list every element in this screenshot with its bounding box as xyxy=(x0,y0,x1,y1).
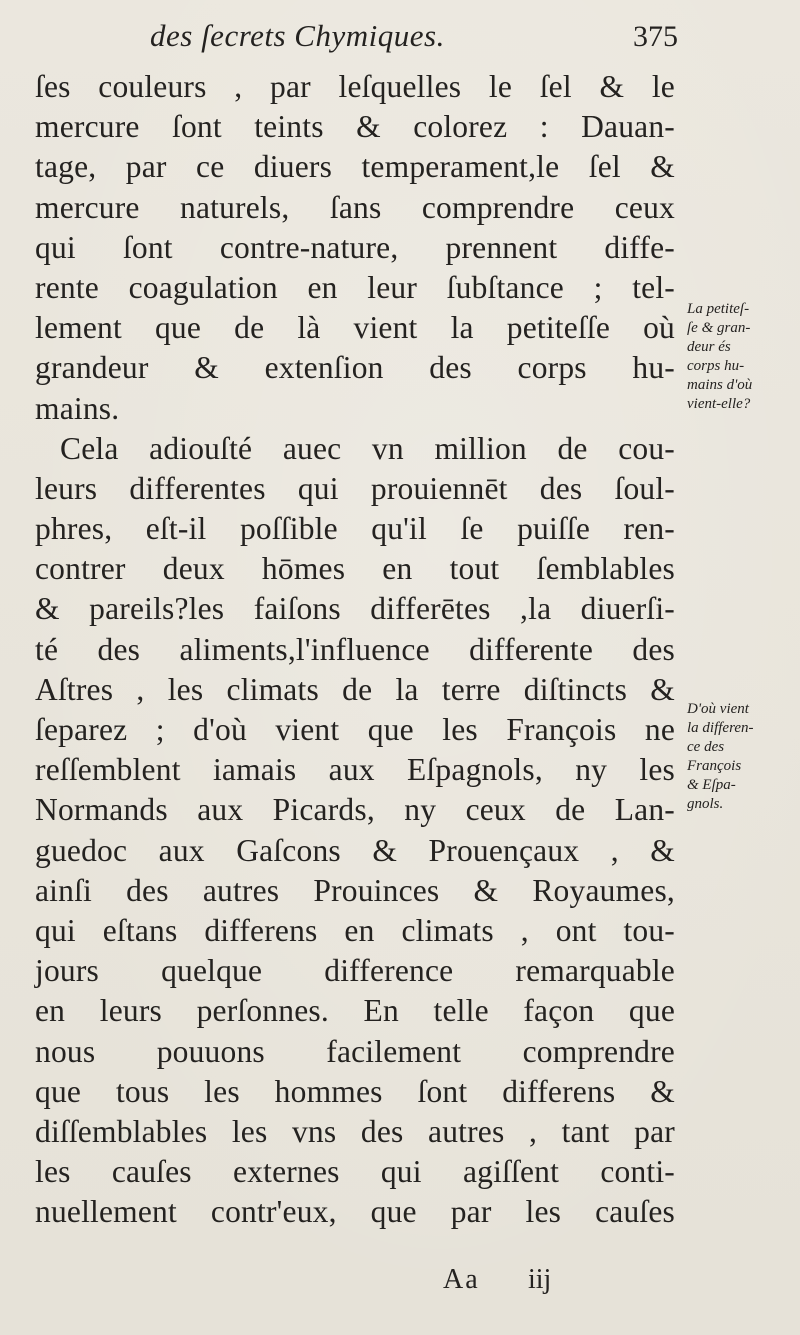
text-line: qui ſont contre-nature, prennent diffe- xyxy=(35,229,675,265)
text-line: mercure naturels, ſans comprendre ceux xyxy=(35,189,675,225)
text-line: lement que de là vient la petiteſſe où xyxy=(35,310,675,346)
margin-note-line: & Eſpa- xyxy=(687,777,736,793)
signature-letters: Aa xyxy=(443,1264,480,1295)
text-line: nuellement contr'eux, que par les cauſes xyxy=(35,1194,675,1230)
text-line: les cauſes externes qui agiſſent conti- xyxy=(35,1154,675,1190)
running-head: des ſecrets Chymiques. xyxy=(150,18,445,53)
text-line: nous pouuons facilement comprendre xyxy=(35,1033,675,1069)
text-line: contrer deux hōmes en tout ſemblables xyxy=(35,551,675,587)
text-line: qui eſtans differens en climats , ont tou- xyxy=(35,912,675,948)
margin-note-line: François xyxy=(687,758,742,774)
text-line: mains. xyxy=(35,390,120,426)
text-line: en leurs perſonnes. En telle façon que xyxy=(35,993,675,1029)
margin-note-line: ce des xyxy=(687,739,725,755)
text-line: mercure ſont teints & colorez : Dauan- xyxy=(35,109,675,145)
text-line: guedoc aux Gaſcons & Prouençaux , & xyxy=(35,832,675,868)
margin-note-line: La petiteſ- xyxy=(687,301,750,317)
margin-note-petitesse xyxy=(687,300,797,414)
text-line: grandeur & extenſion des corps hu- xyxy=(35,350,675,386)
text-line: té des aliments,l'influence differente des xyxy=(35,631,675,667)
signature-number: iij xyxy=(528,1264,552,1295)
margin-note-line: vient-elle? xyxy=(687,396,751,412)
text-line: jours quelque difference remarquable xyxy=(35,953,675,989)
margin-note-difference xyxy=(687,700,797,814)
margin-note-line: D'où vient xyxy=(687,701,749,717)
body-text xyxy=(35,67,675,1232)
text-line: que tous les hommes ſont differens & xyxy=(35,1073,675,1109)
text-line: & pareils?les faiſons differētes ,la diuerſi- xyxy=(35,591,675,627)
margin-note-line: deur és xyxy=(687,339,731,355)
text-line: Normands aux Picards, ny ceux de Lan- xyxy=(35,792,675,828)
margin-note-line: la differen- xyxy=(687,720,754,736)
text-line: diſſemblables les vns des autres , tant par xyxy=(35,1113,675,1149)
text-line: tage, par ce diuers temperament,le ſel & xyxy=(35,149,675,185)
paragraph-start-line: Cela adiouſté auec vn million de cou- xyxy=(60,430,675,466)
text-line: phres, eſt-il poſſible qu'il ſe puiſſe ren- xyxy=(35,511,675,547)
text-line: ſeparez ; d'où vient que les François ne xyxy=(35,712,675,747)
text-line: rente coagulation en leur ſubſtance ; tel- xyxy=(35,269,675,305)
page-number: 375 xyxy=(633,20,678,53)
margin-note-line: ſe & gran- xyxy=(687,320,751,336)
text-line: reſſemblent iamais aux Eſpagnols, ny les xyxy=(35,752,675,788)
text-line: ainſi des autres Prouinces & Royaumes, xyxy=(35,872,675,908)
margin-note-line: gnols. xyxy=(687,796,724,812)
text-line: leurs differentes qui prouiennēt des ſoul- xyxy=(35,470,675,506)
margin-note-line: corps hu- xyxy=(687,358,745,374)
text-line: Aſtres , les climats de la terre diſtincts & xyxy=(35,671,675,707)
text-line: ſes couleurs , par leſquelles le ſel & le xyxy=(35,69,675,104)
page-header xyxy=(0,18,800,58)
margin-note-line: mains d'où xyxy=(687,377,753,393)
